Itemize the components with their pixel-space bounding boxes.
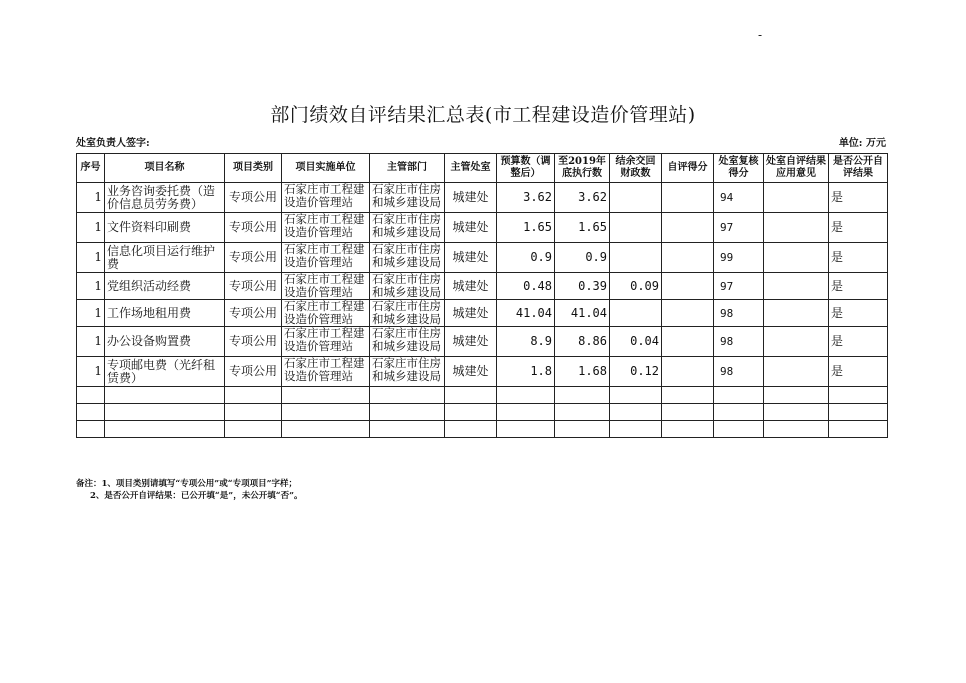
row-office: 城建处 bbox=[445, 243, 497, 273]
notes bbox=[76, 478, 302, 502]
row-category: 专项公用 bbox=[225, 213, 282, 243]
row-budget: 3.62 bbox=[497, 183, 555, 213]
signature-label: 处室负责人签字: bbox=[76, 138, 150, 149]
row-project-name: 文件资料印刷费 bbox=[105, 213, 225, 243]
row-executed: 3.62 bbox=[555, 183, 610, 213]
row-score bbox=[662, 183, 734, 213]
blank-cell bbox=[282, 421, 370, 438]
row-opinion bbox=[764, 213, 829, 243]
blank-cell bbox=[714, 421, 764, 438]
row-public: 是 bbox=[829, 300, 888, 327]
row-supervising-dept-text: 石家庄市住房和城乡建设局 bbox=[372, 272, 441, 299]
row-implementing-unit bbox=[282, 357, 370, 387]
row-seq: 1 bbox=[77, 327, 105, 357]
header-opinion: 处室自评结果应用意见 bbox=[764, 154, 829, 183]
row-office: 城建处 bbox=[445, 357, 497, 387]
header-review: 处室复核得分 bbox=[714, 154, 764, 183]
row-score bbox=[662, 273, 734, 300]
blank-cell bbox=[555, 421, 610, 438]
row-implementing-unit bbox=[282, 183, 370, 213]
row-budget: 0.48 bbox=[497, 273, 555, 300]
blank-cell bbox=[764, 387, 829, 404]
row-opinion bbox=[764, 327, 829, 357]
row-public: 是 bbox=[829, 327, 888, 357]
row-implementing-unit bbox=[282, 213, 370, 243]
row-supervising-dept-text: 石家庄市住房和城乡建设局 bbox=[372, 326, 441, 353]
row-score-text: 98 bbox=[720, 335, 734, 348]
header-unit: 项目实施单位 bbox=[282, 154, 370, 183]
table-header-row bbox=[77, 154, 888, 183]
blank-cell bbox=[497, 404, 555, 421]
row-returned bbox=[610, 243, 662, 273]
row-category: 专项公用 bbox=[225, 273, 282, 300]
row-opinion bbox=[764, 357, 829, 387]
row-seq: 1 bbox=[77, 213, 105, 243]
blank-cell bbox=[370, 404, 445, 421]
note-line-1: 备注：1、项目类别请填写“专项公用”或“专项项目”字样； bbox=[76, 479, 297, 489]
row-score bbox=[662, 243, 734, 273]
row-implementing-unit bbox=[282, 327, 370, 357]
blank-cell bbox=[714, 404, 764, 421]
blank-cell bbox=[497, 387, 555, 404]
row-project-name: 办公设备购置费 bbox=[105, 327, 225, 357]
row-executed: 41.04 bbox=[555, 300, 610, 327]
blank-cell bbox=[497, 421, 555, 438]
header-name: 项目名称 bbox=[105, 154, 225, 183]
performance-summary-table bbox=[76, 153, 888, 438]
row-score-text: 97 bbox=[720, 279, 734, 293]
blank-cell bbox=[225, 404, 282, 421]
header-seq: 序号 bbox=[77, 154, 105, 183]
blank-cell bbox=[610, 404, 662, 421]
row-score bbox=[662, 327, 734, 357]
row-seq: 1 bbox=[77, 273, 105, 300]
row-budget: 1.8 bbox=[497, 357, 555, 387]
row-returned: 0.09 bbox=[610, 273, 662, 300]
row-supervising-dept-text: 石家庄市住房和城乡建设局 bbox=[372, 182, 441, 209]
blank-cell bbox=[714, 387, 764, 404]
blank-cell bbox=[282, 404, 370, 421]
row-supervising-dept bbox=[370, 243, 445, 273]
row-budget: 0.9 bbox=[497, 243, 555, 273]
row-project-name: 信息化项目运行维护费 bbox=[105, 243, 225, 273]
blank-cell bbox=[829, 404, 888, 421]
row-score-text: 98 bbox=[720, 306, 734, 320]
row-score-text: 97 bbox=[720, 221, 734, 234]
row-supervising-dept-text: 石家庄市住房和城乡建设局 bbox=[372, 299, 441, 326]
blank-row bbox=[77, 387, 888, 404]
row-supervising-dept bbox=[370, 357, 445, 387]
blank-cell bbox=[77, 421, 105, 438]
row-category: 专项公用 bbox=[225, 300, 282, 327]
row-returned bbox=[610, 213, 662, 243]
row-supervising-dept-text: 石家庄市住房和城乡建设局 bbox=[372, 212, 441, 239]
row-implementing-unit-text: 石家庄市工程建设造价管理站 bbox=[284, 326, 365, 353]
table-row bbox=[77, 183, 888, 213]
table-row bbox=[77, 273, 888, 300]
row-supervising-dept bbox=[370, 300, 445, 327]
row-seq: 1 bbox=[77, 357, 105, 387]
document-title: 部门绩效自评结果汇总表(市工程建设造价管理站) bbox=[270, 104, 696, 126]
header-category: 项目类别 bbox=[225, 154, 282, 183]
table-row bbox=[77, 357, 888, 387]
blank-cell bbox=[445, 387, 497, 404]
blank-row bbox=[77, 421, 888, 438]
table-body bbox=[77, 183, 888, 438]
blank-cell bbox=[555, 404, 610, 421]
row-office: 城建处 bbox=[445, 183, 497, 213]
row-seq: 1 bbox=[77, 183, 105, 213]
row-score-text: 99 bbox=[720, 251, 734, 264]
table-row bbox=[77, 300, 888, 327]
row-seq: 1 bbox=[77, 243, 105, 273]
header-budget: 预算数（调整后） bbox=[497, 154, 555, 183]
row-score-text: 94 bbox=[720, 191, 734, 204]
blank-cell bbox=[370, 387, 445, 404]
row-project-name: 工作场地租用费 bbox=[105, 300, 225, 327]
blank-cell bbox=[610, 421, 662, 438]
row-score bbox=[662, 300, 734, 327]
header-executed: 至2019年底执行数 bbox=[555, 154, 610, 183]
table-row bbox=[77, 243, 888, 273]
blank-cell bbox=[77, 387, 105, 404]
row-public: 是 bbox=[829, 213, 888, 243]
blank-cell bbox=[370, 421, 445, 438]
blank-cell bbox=[829, 421, 888, 438]
blank-cell bbox=[445, 421, 497, 438]
row-opinion bbox=[764, 183, 829, 213]
row-supervising-dept bbox=[370, 183, 445, 213]
row-category: 专项公用 bbox=[225, 183, 282, 213]
row-opinion bbox=[764, 243, 829, 273]
row-budget: 8.9 bbox=[497, 327, 555, 357]
blank-cell bbox=[610, 387, 662, 404]
row-implementing-unit-text: 石家庄市工程建设造价管理站 bbox=[284, 182, 365, 209]
row-executed: 0.9 bbox=[555, 243, 610, 273]
blank-cell bbox=[764, 404, 829, 421]
row-score bbox=[662, 357, 734, 387]
row-executed: 0.39 bbox=[555, 273, 610, 300]
row-supervising-dept bbox=[370, 213, 445, 243]
row-executed: 1.68 bbox=[555, 357, 610, 387]
blank-row bbox=[77, 404, 888, 421]
header-public: 是否公开自评结果 bbox=[829, 154, 888, 183]
row-category: 专项公用 bbox=[225, 327, 282, 357]
row-supervising-dept-text: 石家庄市住房和城乡建设局 bbox=[372, 242, 441, 269]
row-office: 城建处 bbox=[445, 327, 497, 357]
row-supervising-dept-text: 石家庄市住房和城乡建设局 bbox=[372, 356, 441, 383]
meta-row bbox=[76, 134, 886, 149]
row-returned bbox=[610, 183, 662, 213]
blank-cell bbox=[662, 387, 714, 404]
blank-cell bbox=[105, 387, 225, 404]
header-office: 主管处室 bbox=[445, 154, 497, 183]
row-implementing-unit-text: 石家庄市工程建设造价管理站 bbox=[284, 356, 365, 383]
row-implementing-unit-text: 石家庄市工程建设造价管理站 bbox=[284, 272, 365, 299]
header-dept: 主管部门 bbox=[370, 154, 445, 183]
row-implementing-unit bbox=[282, 243, 370, 273]
row-executed: 8.86 bbox=[555, 327, 610, 357]
row-budget: 1.65 bbox=[497, 213, 555, 243]
row-executed: 1.65 bbox=[555, 213, 610, 243]
row-public: 是 bbox=[829, 357, 888, 387]
blank-cell bbox=[282, 387, 370, 404]
blank-cell bbox=[829, 387, 888, 404]
row-score bbox=[662, 213, 734, 243]
table-row bbox=[77, 213, 888, 243]
blank-cell bbox=[225, 421, 282, 438]
row-supervising-dept bbox=[370, 327, 445, 357]
row-implementing-unit bbox=[282, 273, 370, 300]
row-category: 专项公用 bbox=[225, 357, 282, 387]
row-returned: 0.04 bbox=[610, 327, 662, 357]
blank-cell bbox=[764, 421, 829, 438]
row-supervising-dept bbox=[370, 273, 445, 300]
row-implementing-unit-text: 石家庄市工程建设造价管理站 bbox=[284, 242, 365, 269]
blank-cell bbox=[662, 404, 714, 421]
header-score: 自评得分 bbox=[662, 154, 714, 183]
row-implementing-unit-text: 石家庄市工程建设造价管理站 bbox=[284, 212, 365, 239]
row-public: 是 bbox=[829, 243, 888, 273]
table-row bbox=[77, 327, 888, 357]
row-returned bbox=[610, 300, 662, 327]
row-seq: 1 bbox=[77, 300, 105, 327]
row-project-name: 专项邮电费（光纤租赁费） bbox=[105, 357, 225, 387]
note-line-2: 2、是否公开自评结果：已公开填“是”，未公开填“否”。 bbox=[90, 491, 303, 501]
row-budget: 41.04 bbox=[497, 300, 555, 327]
row-office: 城建处 bbox=[445, 300, 497, 327]
blank-cell bbox=[105, 404, 225, 421]
header-returned: 结余交回财政数 bbox=[610, 154, 662, 183]
blank-cell bbox=[105, 421, 225, 438]
blank-cell bbox=[555, 387, 610, 404]
blank-cell bbox=[77, 404, 105, 421]
blank-cell bbox=[445, 404, 497, 421]
row-implementing-unit bbox=[282, 300, 370, 327]
row-implementing-unit-text: 石家庄市工程建设造价管理站 bbox=[284, 299, 365, 326]
row-public: 是 bbox=[829, 273, 888, 300]
row-opinion bbox=[764, 300, 829, 327]
row-office: 城建处 bbox=[445, 213, 497, 243]
unit-label: 单位: 万元 bbox=[838, 138, 886, 149]
row-project-name: 业务咨询委托费（造价信息员劳务费） bbox=[105, 183, 225, 213]
row-returned: 0.12 bbox=[610, 357, 662, 387]
row-public: 是 bbox=[829, 183, 888, 213]
blank-cell bbox=[662, 421, 714, 438]
row-score-text: 98 bbox=[720, 365, 734, 378]
row-category: 专项公用 bbox=[225, 243, 282, 273]
corner-mark: - bbox=[758, 28, 763, 42]
row-office: 城建处 bbox=[445, 273, 497, 300]
blank-cell bbox=[225, 387, 282, 404]
row-opinion bbox=[764, 273, 829, 300]
row-project-name: 党组织活动经费 bbox=[105, 273, 225, 300]
